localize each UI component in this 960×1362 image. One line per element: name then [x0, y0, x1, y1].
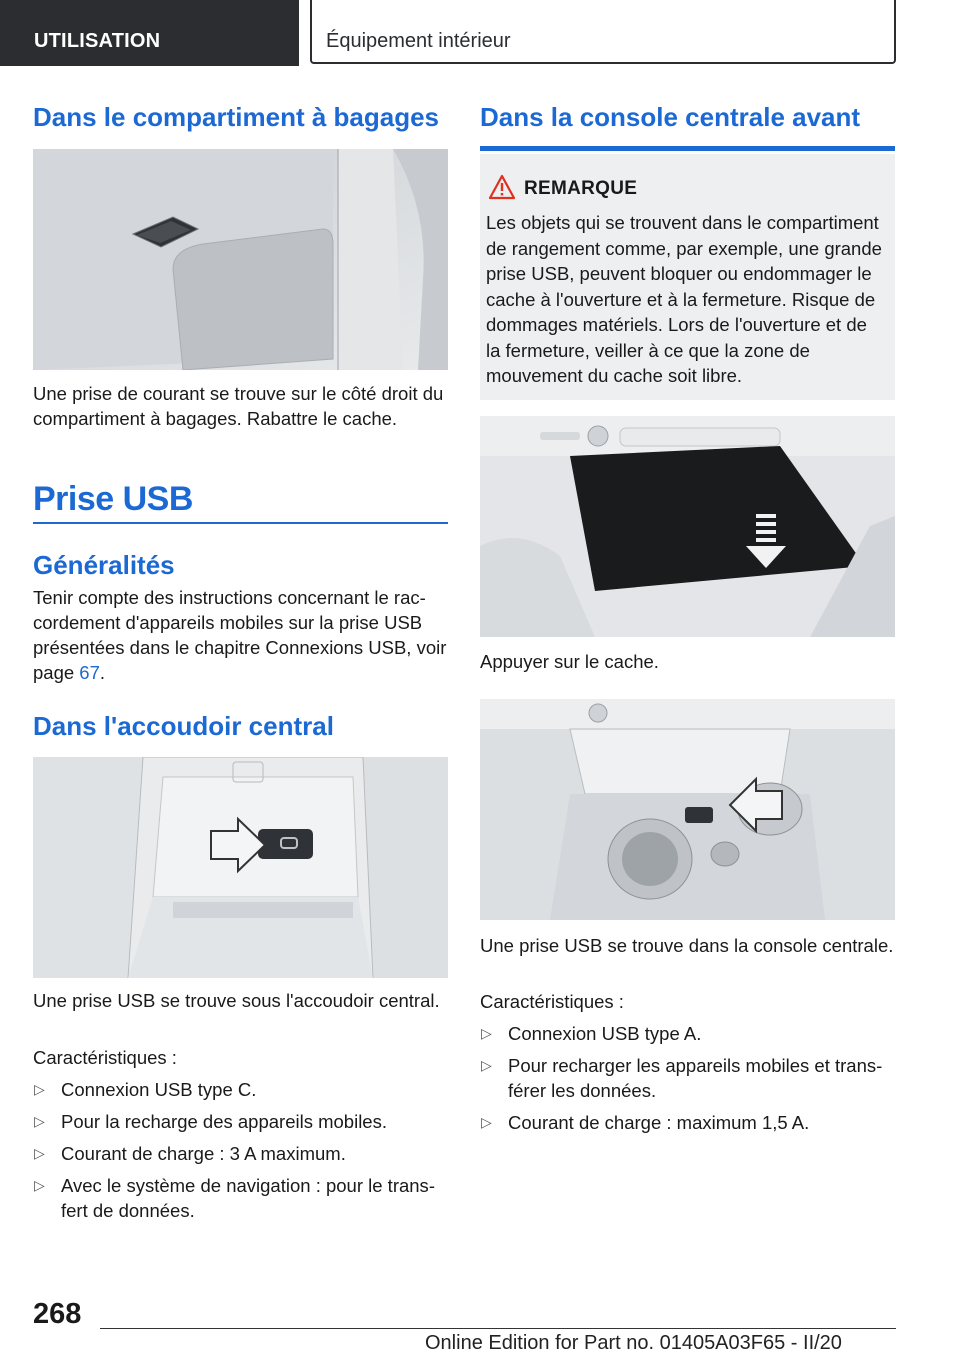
features-label-left: Caractéristiques :	[33, 1047, 177, 1068]
warning-icon	[488, 174, 516, 200]
note-title: REMARQUE	[524, 178, 638, 199]
bullet-icon: ▷	[34, 1177, 45, 1193]
paragraph-armrest: Une prise USB se trouve sous l'accoudoir central.	[33, 990, 440, 1011]
figure-trunk-socket	[33, 149, 448, 370]
list-item: ▷ Connexion USB type C.	[34, 1079, 257, 1100]
heading-rule	[33, 522, 448, 524]
header-chapter-tab	[310, 0, 896, 64]
list-item: ▷ Pour recharger les appareils mobiles et transférer les données.	[481, 1055, 883, 1101]
figure-console-usb	[480, 699, 895, 920]
bullet-icon: ▷	[481, 1057, 492, 1073]
list-item: ▷ Courant de charge : 3 A maximum.	[34, 1143, 346, 1164]
feature-list-left	[33, 1077, 448, 1230]
list-item: ▷ Avec le système de navigation : pour le transfert de données.	[34, 1175, 435, 1221]
paragraph-console: Une prise USB se trouve dans la console centrale.	[480, 935, 894, 956]
feature-list-right	[480, 1021, 895, 1142]
footer-rule	[100, 1328, 896, 1329]
heading-general: Généralités	[33, 550, 175, 580]
list-item: ▷ Connexion USB type A.	[481, 1023, 702, 1044]
heading-rule	[480, 146, 895, 151]
list-item: ▷ Pour la recharge des appareils mobiles.	[34, 1111, 387, 1132]
header-section-label: UTILISATION	[34, 30, 161, 52]
bullet-icon: ▷	[34, 1145, 45, 1161]
note-body: Les objets qui se trouvent dans le compartiment de rangement comme, par exemple, une grande prise USB, peuvent bloquer ou endommager le cache à l'ouverture et à la fermeture. Risque de dommages matériels. Lors de l'ouverture et de la fermeture, veiller à ce que la zone de mouvement du cache soit libre.	[486, 212, 882, 386]
heading-trunk: Dans le compartiment à bagages	[33, 102, 440, 132]
paragraph-general: Tenir compte des instructions concernant le raccordement d'appareils mobiles sur la prise USB présentées dans le chapitre Connexions USB, voir page 67.	[33, 587, 447, 683]
page-link[interactable]: 67	[79, 662, 100, 683]
note-box	[480, 154, 895, 400]
page-number: 268	[33, 1298, 82, 1330]
figure-armrest-usb	[33, 757, 448, 978]
header-section-tab	[0, 0, 299, 66]
header-chapter-label: Équipement intérieur	[326, 30, 511, 52]
paragraph-press: Appuyer sur le cache.	[480, 651, 659, 672]
paragraph-trunk: Une prise de courant se trouve sur le côté droit du compartiment à bagages. Rabattre le cache.	[33, 383, 444, 429]
heading-armrest: Dans l'accoudoir central	[33, 711, 334, 741]
figure-console-cover	[480, 416, 895, 637]
bullet-icon: ▷	[34, 1113, 45, 1129]
heading-console: Dans la console centrale avant	[480, 102, 861, 132]
bullet-icon: ▷	[481, 1025, 492, 1041]
footer-edition: Online Edition for Part no. 01405A03F65 - II/20	[425, 1332, 842, 1354]
features-label-right: Caractéristiques :	[480, 991, 624, 1012]
list-item: ▷ Courant de charge : maximum 1,5 A.	[481, 1112, 810, 1133]
bullet-icon: ▷	[34, 1081, 45, 1097]
heading-usb: Prise USB	[33, 480, 193, 518]
bullet-icon: ▷	[481, 1114, 492, 1130]
